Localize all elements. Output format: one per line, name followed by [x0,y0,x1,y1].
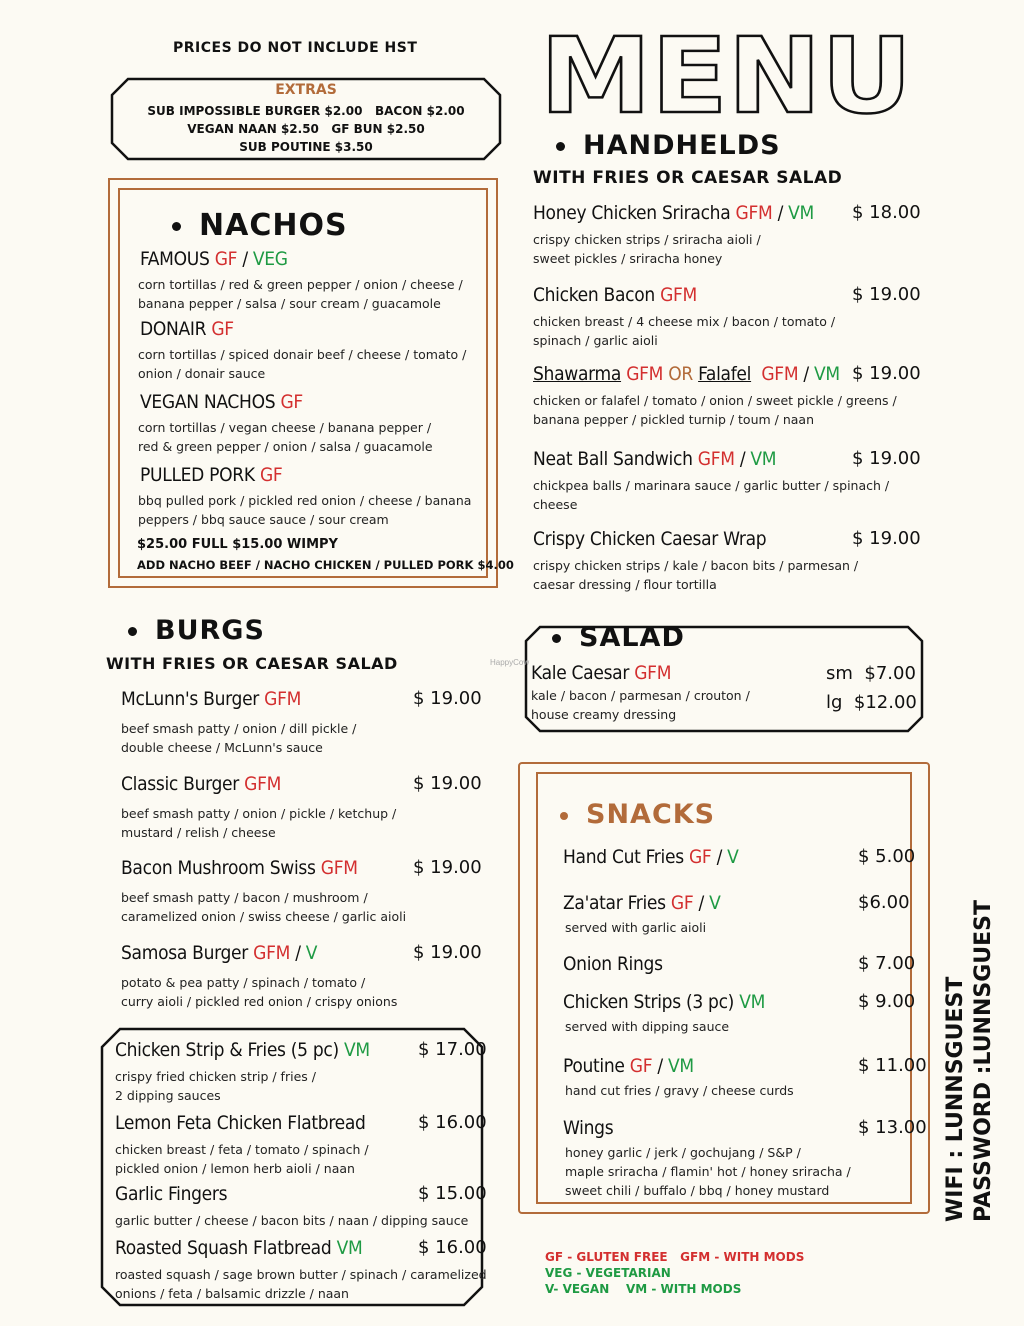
nachos-item-desc [138,491,471,529]
desc-line: spinach / garlic aioli [533,333,658,348]
diet-tag: Falafel [698,363,752,385]
desc-line: hand cut fries / gravy / cheese curds [565,1083,794,1098]
snacks-item-name [563,846,739,868]
desc-line: beef smash patty / onion / pickle / ketchup / [121,806,397,821]
handhelds-item-price: $ 18.00 [852,202,921,223]
diet-tag: VM [750,448,777,470]
diet-tag: GF [670,892,694,914]
handhelds-item-price: $ 19.00 [852,284,921,305]
desc-line: served with garlic aioli [565,920,707,935]
snacks-item-price: $ 7.00 [858,953,916,974]
desc-line: corn tortillas / red & green pepper / onion / cheese / [138,277,463,292]
desc-line: caesar dressing / flour tortilla [533,577,717,592]
extras-title: EXTRAS [275,82,337,98]
snacks-item-name [563,953,663,975]
burgs-heading: BURGS [128,615,265,646]
desc-line: banana pepper / salsa / sour cream / guacamole [138,296,441,311]
desc-line: peppers / bbq sauce sauce / sour cream [138,512,389,527]
bullet-icon [128,627,137,636]
burgs-item-desc [121,888,406,926]
bullet-icon [556,142,565,151]
desc-line: honey garlic / jerk / gochujang / S&P / [565,1145,801,1160]
desc-line: onion / donair sauce [138,366,266,381]
burgs-item-name [121,688,301,710]
snacks-item-name [563,1055,694,1077]
desc-line: crispy fried chicken strip / fries / [115,1069,316,1084]
item-name-text: VEGAN NACHOS [140,391,276,413]
item-name-text: Honey Chicken Sriracha [533,202,731,224]
others-item-price: $ 15.00 [418,1183,487,1204]
diet-tag: V [709,892,721,914]
snacks-item-price: $ 9.00 [858,991,916,1012]
menu-title [538,28,918,118]
item-name-text: McLunn's Burger [121,688,260,710]
snacks-item-desc [565,918,706,937]
burgs-item-desc [121,973,397,1011]
others-item-name [115,1237,362,1259]
item-name-text: Crispy Chicken Caesar Wrap [533,528,767,550]
watermark: HappyCow [490,658,530,667]
burgs-item-desc [121,719,356,757]
diet-tag: GFM [244,773,282,795]
extras-line: SUB POUTINE $3.50 [239,140,373,154]
nachos-heading: NACHOS [172,208,348,243]
handhelds-heading: HANDHELDS [556,130,781,161]
desc-line: beef smash patty / onion / dill pickle / [121,721,357,736]
legend-line-2: VEG - VEGETARIAN [545,1266,671,1280]
diet-tag: VM [788,202,815,224]
snacks-item-name [563,1117,613,1139]
diet-tag: V [305,942,318,964]
others-item-desc [115,1211,468,1230]
desc-line: red & green pepper / onion / salsa / guacamole [138,439,433,454]
wifi-password: PASSWORD :LUNNSGUEST [971,899,996,1222]
desc-line: chicken breast / feta / tomato / spinach / [115,1142,369,1157]
desc-line: potato & pea patty / spinach / tomato / [121,975,366,990]
diet-tag: GF [688,846,712,868]
salad-size-lg: lg $12.00 [826,692,917,713]
snacks-item-price: $ 11.00 [858,1055,927,1076]
desc-line: house creamy dressing [531,707,677,722]
desc-line: onions / feta / balsamic drizzle / naan [115,1286,349,1301]
diet-tag: V [727,846,739,868]
desc-line: 2 dipping sauces [115,1088,221,1103]
snacks-heading: SNACKS [560,799,715,830]
handhelds-subtitle: WITH FRIES OR CAESAR SALAD [533,168,843,188]
bullet-icon [552,634,561,643]
extras-line: SUB IMPOSSIBLE BURGER $2.00 BACON $2.00 [147,104,465,118]
desc-line: crispy chicken strips / sriracha aioli / [533,232,761,247]
item-name-text: Roasted Squash Flatbread [115,1237,332,1259]
diet-tag: GF [214,248,238,270]
item-name-text: FAMOUS [140,248,210,270]
snacks-item-desc [565,1143,851,1200]
snacks-inner-frame [536,772,912,1204]
others-item-desc [115,1265,487,1303]
handhelds-item-price: $ 19.00 [852,528,921,549]
desc-line: crispy chicken strips / kale / bacon bits / parmesan / [533,558,859,573]
bullet-icon [560,812,568,820]
desc-line: mustard / relish / cheese [121,825,276,840]
nachos-item-name [140,248,288,270]
burgs-item-price: $ 19.00 [413,688,482,709]
others-item-name [115,1112,366,1134]
snacks-item-name [563,991,765,1013]
handhelds-item-name [533,528,766,550]
legend-line-3: V- VEGAN VM - WITH MODS [545,1282,742,1296]
desc-line: sweet chili / buffalo / bbq / honey mustard [565,1183,830,1198]
handhelds-item-desc [533,230,761,268]
diet-tag: VM [814,363,840,385]
handhelds-item-desc [533,391,897,429]
snacks-item-price: $6.00 [858,892,910,913]
diet-tag: GFM [320,857,358,879]
item-name-text: Chicken Bacon [533,284,655,306]
others-item-price: $ 16.00 [418,1112,487,1133]
nachos-item-name [140,318,234,340]
diet-tag: GFM [735,202,773,224]
diet-tag: / [711,846,728,868]
diet-tag: GF [280,391,303,413]
diet-legend [545,1249,804,1297]
item-name-text: Neat Ball Sandwich [533,448,693,470]
burgs-item-name [121,942,317,964]
diet-tag: VM [344,1039,370,1061]
item-name-text: Shawarma [533,363,622,385]
item-name-text: Wings [563,1117,614,1139]
diet-tag: / [290,942,306,964]
others-item-desc [115,1140,369,1178]
nachos-pricing: $25.00 FULL $15.00 WIMPY [137,537,338,552]
desc-line: caramelized onion / swiss cheese / garlic aioli [121,909,407,924]
handhelds-item-price: $ 19.00 [852,363,921,384]
desc-line: chickpea balls / marinara sauce / garlic butter / spinach / [533,478,890,493]
snacks-item-desc [565,1081,794,1100]
item-name-text: Za'atar Fries [563,892,666,914]
burgs-subtitle: WITH FRIES OR CAESAR SALAD [106,654,398,673]
item-name-text: Chicken Strip & Fries (5 pc) [115,1039,339,1061]
item-name-text: Bacon Mushroom Swiss [121,857,316,879]
burgs-item-name [121,773,281,795]
burgs-item-name [121,857,358,879]
diet-tag: / [734,448,751,470]
desc-line: banana pepper / pickled turnip / toum / naan [533,412,815,427]
bullet-icon [172,222,181,231]
others-item-price: $ 16.00 [418,1237,487,1258]
desc-line: sweet pickles / sriracha honey [533,251,723,266]
item-name-text: Chicken Strips (3 pc) [563,991,735,1013]
snacks-item-price: $ 5.00 [858,846,916,867]
others-item-name [115,1039,370,1061]
salad-size-sm: sm $7.00 [826,663,916,684]
desc-line: curry aioli / pickled red onion / crispy onions [121,994,398,1009]
desc-line: corn tortillas / spiced donair beef / cheese / tomato / [138,347,467,362]
svg-text:MENU: MENU [540,28,912,118]
item-name-text: Onion Rings [563,953,663,975]
diet-tag: / [772,202,789,224]
nachos-item-desc [138,275,463,313]
diet-tag: / [652,1055,668,1077]
handhelds-item-name [533,284,697,306]
others-item-name [115,1183,227,1205]
item-name-text: Poutine [563,1055,625,1077]
item-name-text: DONAIR [140,318,207,340]
desc-line: cheese [533,497,578,512]
handhelds-item-desc [533,312,835,350]
wifi-info [942,882,998,1222]
wifi-name: WIFI : LUNNSGUEST [943,976,968,1222]
diet-tag: GFM [626,363,664,385]
snacks-item-price: $ 13.00 [858,1117,927,1138]
desc-line: chicken or falafel / tomato / onion / sweet pickle / greens / [533,393,897,408]
diet-tag: OR [663,363,699,385]
diet-tag: / [237,248,253,270]
desc-line: pickled onion / lemon herb aioli / naan [115,1161,355,1176]
diet-tag: GFM [751,363,799,385]
diet-tag: GFM [264,688,302,710]
diet-tag: GF [211,318,234,340]
hst-note: PRICES DO NOT INCLUDE HST [173,40,418,56]
burgs-item-price: $ 19.00 [413,773,482,794]
others-item-desc [115,1067,316,1105]
others-item-price: $ 17.00 [418,1039,487,1060]
handhelds-item-desc [533,556,858,594]
item-name-text: Garlic Fingers [115,1183,228,1205]
item-name-text: Hand Cut Fries [563,846,684,868]
burgs-item-price: $ 19.00 [413,857,482,878]
desc-line: roasted squash / sage brown butter / spinach / caramelized [115,1267,487,1282]
handhelds-item-price: $ 19.00 [852,448,921,469]
desc-line: served with dipping sauce [565,1019,730,1034]
handhelds-item-name [533,363,840,385]
desc-line: corn tortillas / vegan cheese / banana pepper / [138,420,432,435]
handhelds-item-name [533,448,776,470]
diet-tag: GFM [253,942,291,964]
desc-line: chicken breast / 4 cheese mix / bacon / tomato / [533,314,836,329]
salad-heading: SALAD [552,622,685,653]
desc-line: maple sriracha / flamin' hot / honey sriracha / [565,1164,851,1179]
desc-line: kale / bacon / parmesan / crouton / [531,688,750,703]
item-name-text: Samosa Burger [121,942,248,964]
diet-tag: GFM [660,284,697,306]
nachos-item-desc [138,418,433,456]
salad-desc [531,686,750,724]
diet-tag: GF [259,464,283,486]
diet-tag: GF [629,1055,653,1077]
diet-tag: / [798,363,815,385]
legend-line-1: GF - GLUTEN FREE GFM - WITH MODS [545,1250,805,1264]
diet-tag: VM [336,1237,363,1259]
diet-tag: VEG [252,248,288,270]
handhelds-item-name [533,202,814,224]
extras-line: VEGAN NAAN $2.50 GF BUN $2.50 [187,122,425,136]
handhelds-item-desc [533,476,889,514]
diet-tag: GFM [697,448,735,470]
desc-line: garlic butter / cheese / bacon bits / naan / dipping sauce [115,1213,469,1228]
burgs-item-price: $ 19.00 [413,942,482,963]
diet-tag: VM [667,1055,694,1077]
item-name-text: PULLED PORK [140,464,255,486]
snacks-item-name [563,892,720,914]
nachos-item-name [140,464,282,486]
nachos-item-name [140,391,303,413]
burgs-item-desc [121,804,396,842]
nachos-addons: ADD NACHO BEEF / NACHO CHICKEN / PULLED PORK $4.00 [137,558,514,572]
salad-item-name: Kale Caesar GFM [531,662,672,684]
diet-tag: VM [739,991,766,1013]
desc-line: double cheese / McLunn's sauce [121,740,323,755]
nachos-item-desc [138,345,466,383]
diet-tag: / [693,892,710,914]
snacks-item-desc [565,1017,729,1036]
item-name-text: Lemon Feta Chicken Flatbread [115,1112,366,1134]
desc-line: bbq pulled pork / pickled red onion / cheese / banana [138,493,472,508]
desc-line: beef smash patty / bacon / mushroom / [121,890,368,905]
extras-lines [110,102,502,156]
item-name-text: Classic Burger [121,773,240,795]
